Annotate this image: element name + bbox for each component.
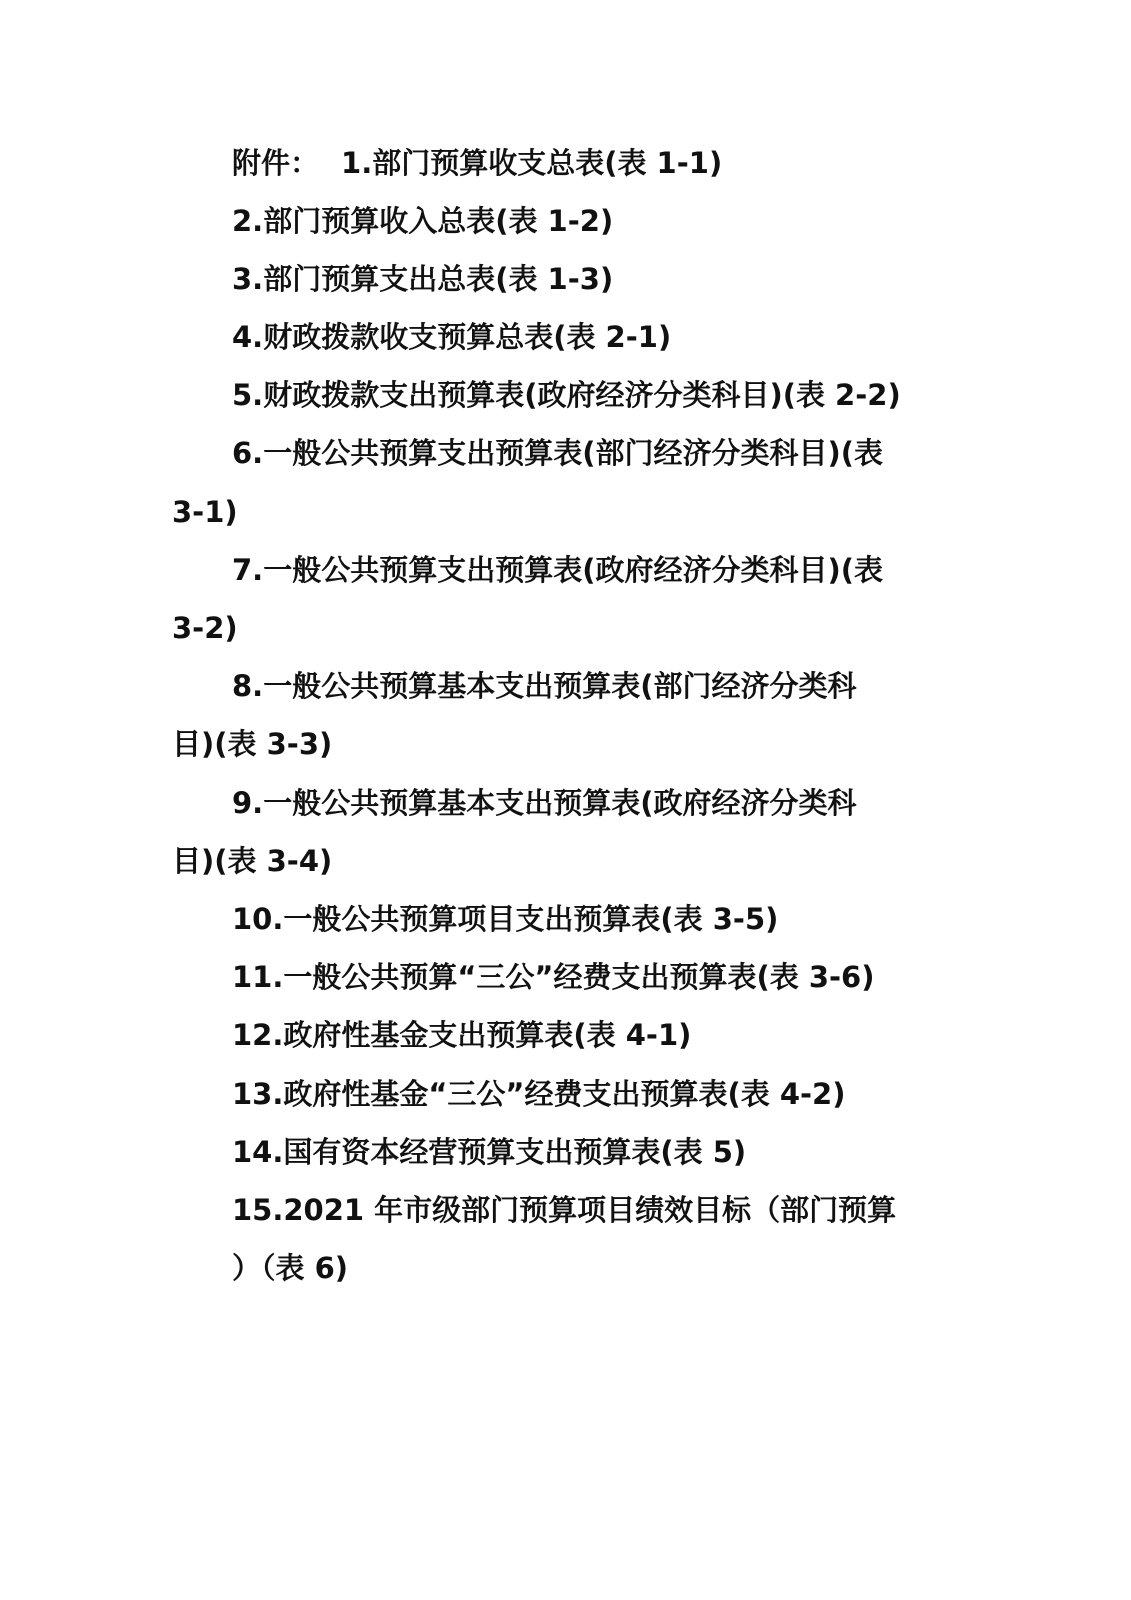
attachment-item: 13.政府性基金“三公”经费支出预算表(表 4-2) (232, 1077, 846, 1111)
attachment-item: 14.国有资本经营预算支出预算表(表 5) (232, 1135, 747, 1169)
attachment-item: 11.一般公共预算“三公”经费支出预算表(表 3-6) (232, 960, 875, 994)
attachment-item-continuation: 目)(表 3-4) (172, 844, 333, 878)
attachment-item-continuation: ）（表 6) (232, 1251, 349, 1285)
attachment-item-continuation: 目)(表 3-3) (172, 727, 333, 761)
attachment-item: 6.一般公共预算支出预算表(部门经济分类科目)(表 (232, 436, 883, 470)
attachment-heading: 附件： (232, 146, 320, 180)
attachment-item: 3.部门预算支出总表(表 1-3) (232, 262, 614, 296)
attachment-item: 12.政府性基金支出预算表(表 4-1) (232, 1018, 692, 1052)
attachment-item: 4.财政拨款收支预算总表(表 2-1) (232, 320, 672, 354)
attachment-item: 15.2021 年市级部门预算项目绩效目标（部门预算 (232, 1193, 897, 1227)
attachment-item-continuation: 3-2) (172, 611, 238, 645)
attachment-item-continuation: 3-1) (172, 495, 238, 529)
attachment-item: 10.一般公共预算项目支出预算表(表 3-5) (232, 902, 779, 936)
attachment-item: 5.财政拨款支出预算表(政府经济分类科目)(表 2-2) (232, 378, 901, 412)
attachment-line-1 (232, 141, 722, 185)
attachment-item: 8.一般公共预算基本支出预算表(部门经济分类科 (232, 669, 857, 703)
attachment-item: 9.一般公共预算基本支出预算表(政府经济分类科 (232, 786, 857, 820)
attachment-item: 2.部门预算收入总表(表 1-2) (232, 204, 614, 238)
attachment-item: 7.一般公共预算支出预算表(政府经济分类科目)(表 (232, 553, 883, 587)
attachment-item: 1.部门预算收支总表(表 1-1) (341, 146, 723, 180)
